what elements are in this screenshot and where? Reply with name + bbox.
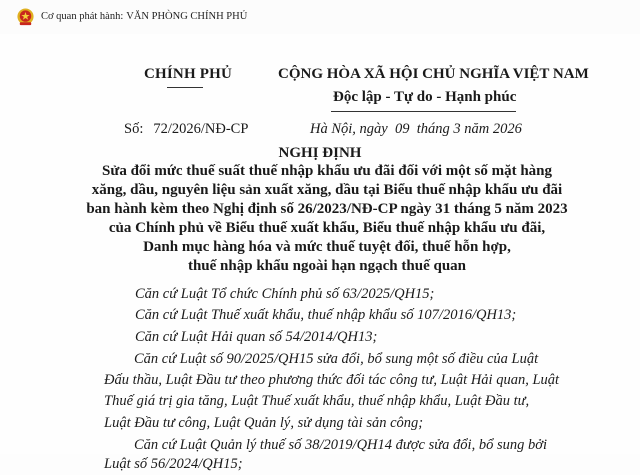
title-line: xăng, dầu, nguyên liệu sản xuất xăng, dầu tại Biểu thuế nhập khẩu ưu đãi	[91, 182, 563, 198]
issuer-value: VĂN PHÒNG CHÍNH PHỦ	[126, 11, 248, 22]
document-number-label: Số:	[124, 121, 144, 137]
legal-basis-continuation: Đấu thầu, Luật Đầu tư theo phương thức đối tác công tư, Luật Hải quan, Luật	[104, 372, 560, 388]
legal-basis-item: Căn cứ Luật số 90/2025/QH15 sửa đổi, bổ sung một số điều của Luật	[134, 351, 539, 367]
document-title	[0, 162, 640, 276]
document-type: NGHỊ ĐỊNH	[278, 145, 362, 161]
document-page	[0, 34, 640, 472]
issuer-info	[41, 11, 247, 22]
title-line: Sửa đổi mức thuế suất thuế nhập khẩu ưu đãi đối với một số mặt hàng	[102, 163, 552, 179]
legal-basis-item: Căn cứ Luật Hải quan số 54/2014/QH13;	[135, 329, 378, 345]
title-line: của Chính phủ về Biểu thuế xuất khẩu, Biểu thuế nhập khẩu ưu đãi,	[108, 220, 546, 236]
place-and-date: Hà Nội, ngày 09 tháng 3 năm 2026	[310, 121, 522, 137]
issuing-agency: CHÍNH PHỦ	[144, 66, 233, 82]
issuer-bar	[0, 0, 640, 34]
legal-basis-item: Căn cứ Luật Quản lý thuế số 38/2019/QH14 được sửa đổi, bổ sung bởi	[134, 437, 547, 453]
document-number	[124, 121, 248, 138]
legal-basis-continuation: Luật số 56/2024/QH15;	[104, 456, 243, 472]
title-line: thuế nhập khẩu ngoài hạn ngạch thuế quan	[187, 258, 467, 274]
legal-basis-item: Căn cứ Luật Tổ chức Chính phủ số 63/2025/QH15;	[135, 286, 435, 302]
national-title: CỘNG HÒA XÃ HỘI CHỦ NGHĨA VIỆT NAM	[278, 66, 589, 82]
document-number-value: 72/2026/NĐ-CP	[153, 121, 249, 137]
national-emblem-icon	[16, 8, 35, 27]
title-line: Danh mục hàng hóa và mức thuế tuyệt đối, thuế hỗn hợp,	[143, 239, 511, 255]
agency-underline	[167, 87, 203, 88]
motto-underline	[331, 111, 516, 112]
issuer-label: Cơ quan phát hành:	[41, 11, 124, 22]
legal-basis-continuation: Thuế giá trị gia tăng, Luật Thuế xuất khẩu, thuế nhập khẩu, Luật Đầu tư,	[104, 393, 530, 409]
legal-basis-item: Căn cứ Luật Thuế xuất khẩu, thuế nhập khẩu số 107/2016/QH13;	[135, 307, 517, 323]
national-motto: Độc lập - Tự do - Hạnh phúc	[333, 89, 517, 105]
title-line: ban hành kèm theo Nghị định số 26/2023/NĐ-CP ngày 31 tháng 5 năm 2023	[86, 201, 568, 217]
legal-basis-continuation: Luật Đầu tư công, Luật Quản lý, sử dụng tài sản công;	[104, 415, 424, 431]
